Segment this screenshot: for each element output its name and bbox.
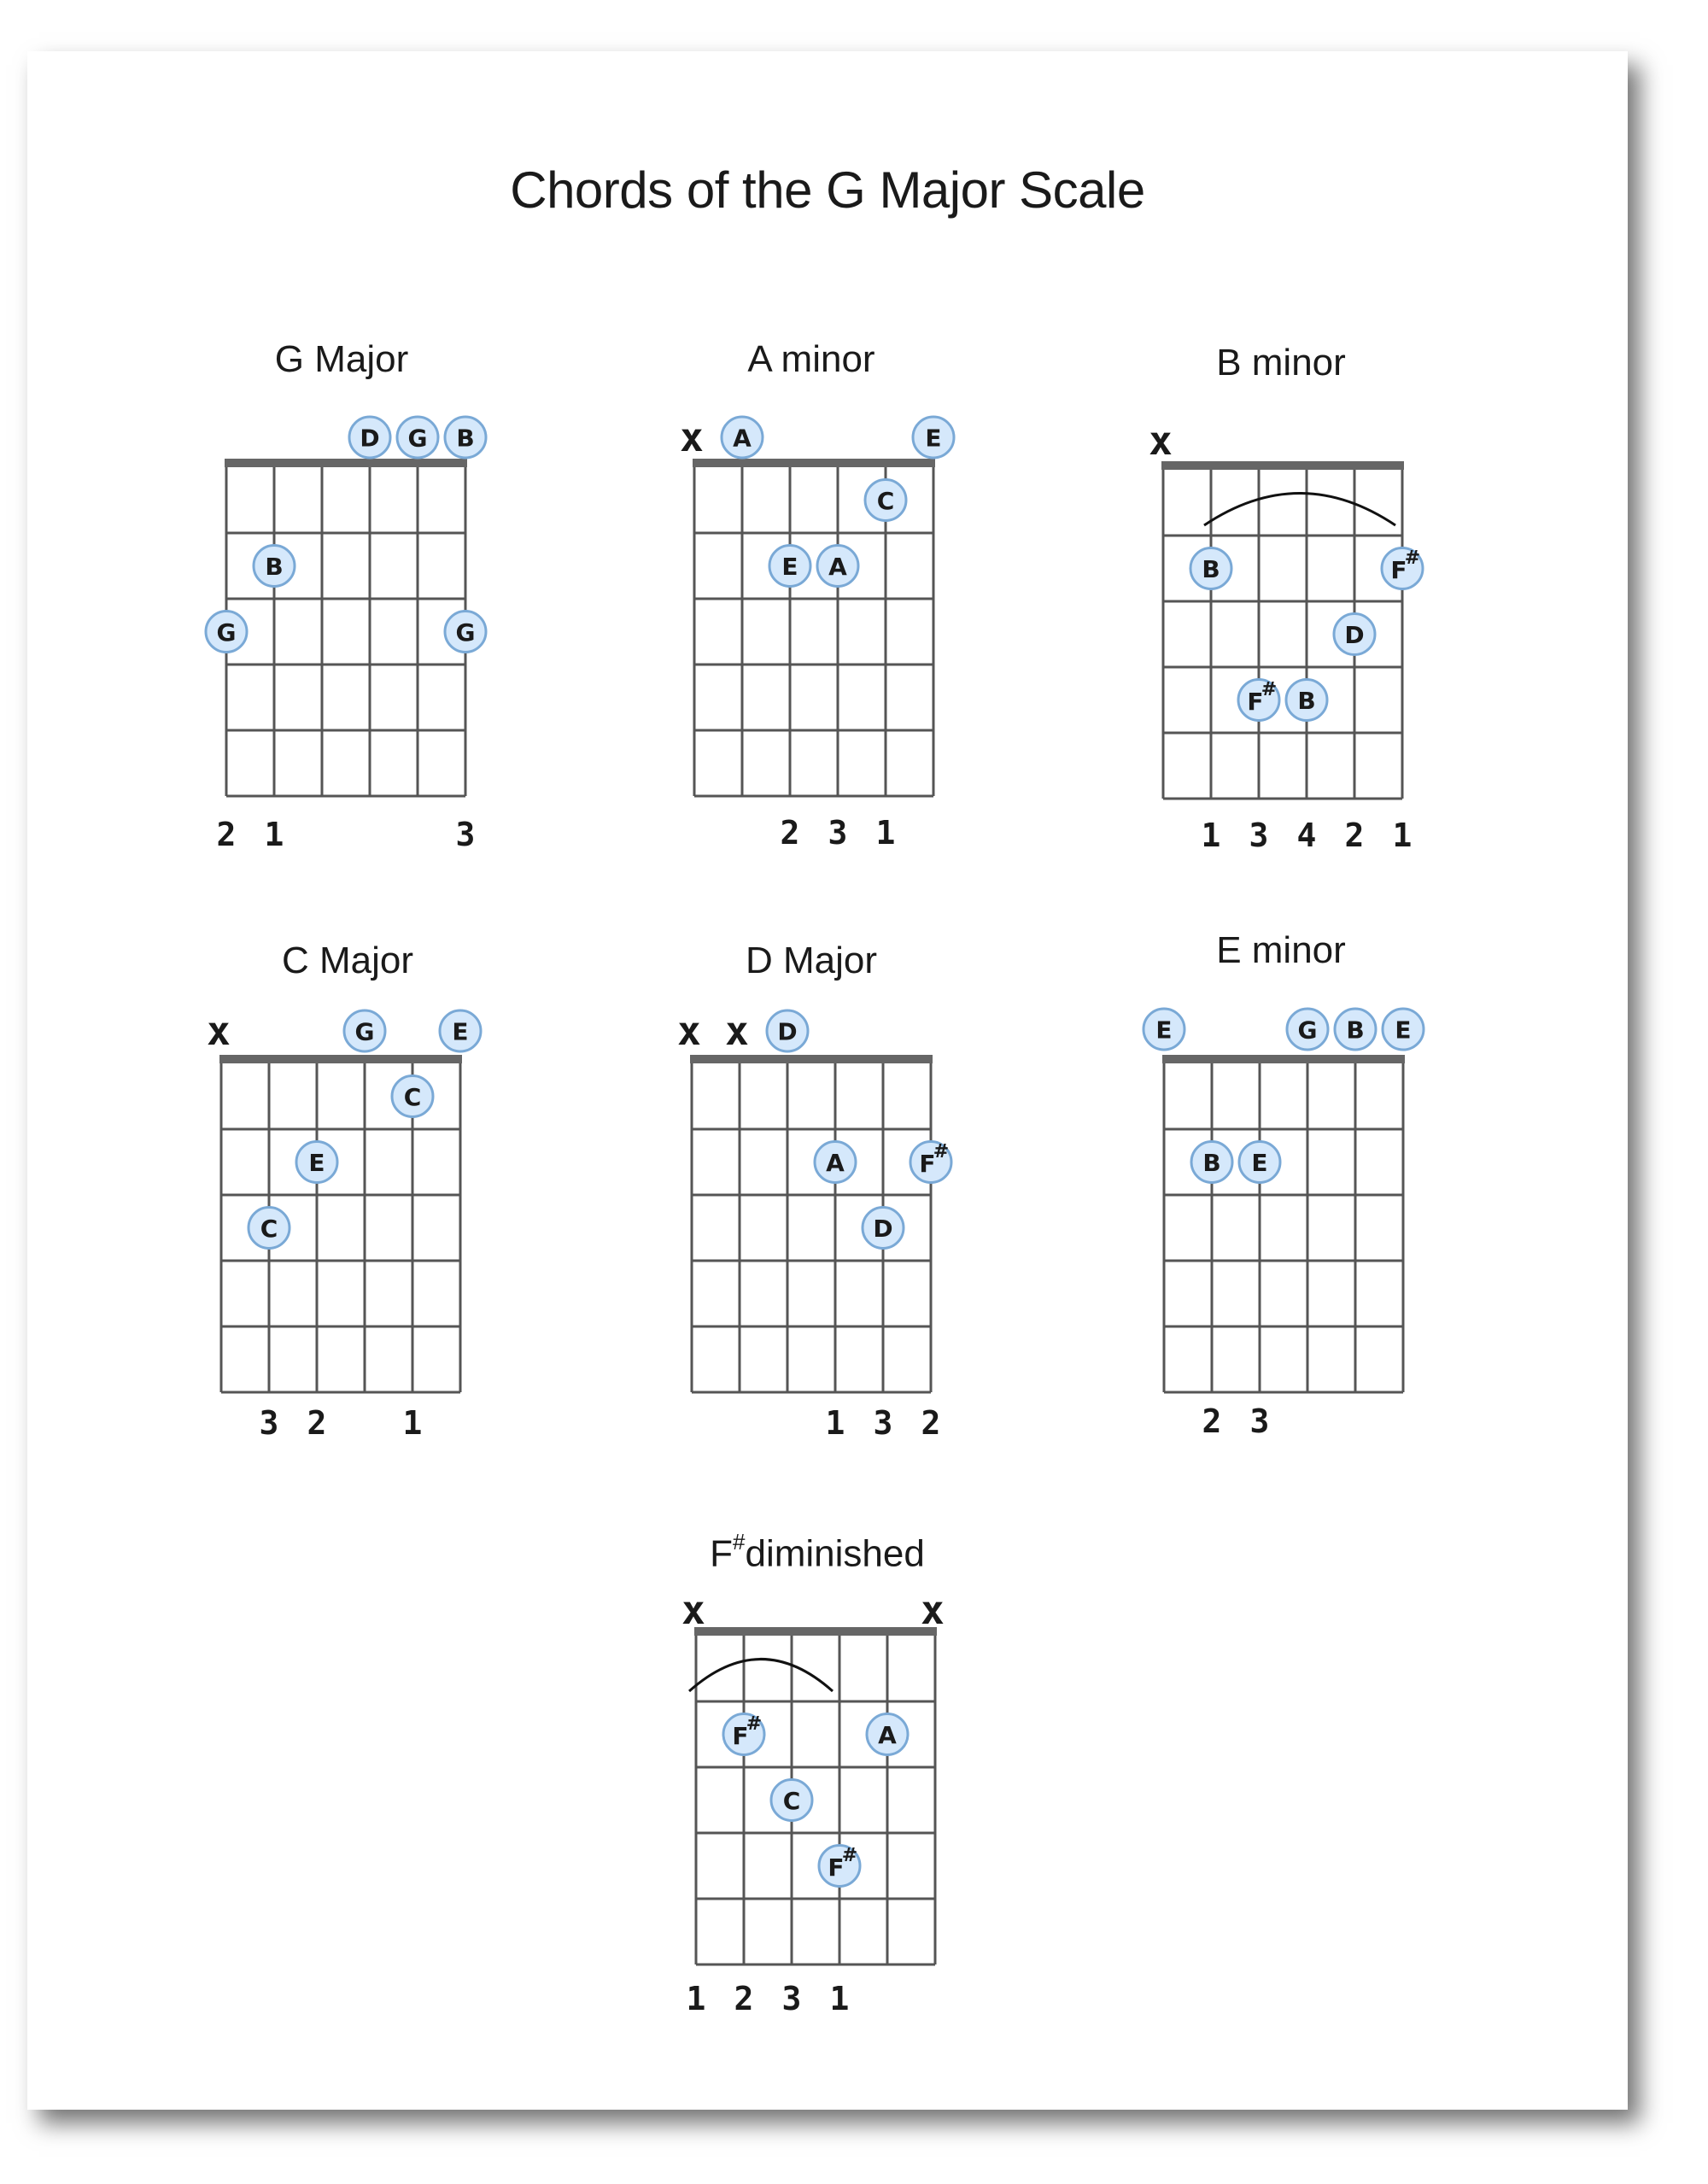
- chord-6-fretted-note-2-label: C: [782, 1787, 801, 1815]
- chord-4-finger-2: 2: [921, 1404, 941, 1442]
- chord-1-muted-0: x: [680, 414, 704, 460]
- chord-2-finger-2: 4: [1296, 817, 1317, 854]
- chord-5-fretted-note-1-label: E: [1251, 1149, 1268, 1177]
- chord-2-fretted-note-1-label: F: [1390, 556, 1407, 584]
- chord-1-fretted-note-2-label: A: [828, 553, 847, 581]
- chord-title-g-major: G Major: [274, 338, 409, 380]
- chord-1-finger-1: 3: [828, 814, 848, 852]
- chord-6-finger-3: 1: [829, 1980, 850, 2017]
- page-title: Chords of the G Major Scale: [510, 161, 1145, 219]
- chord-1-finger-0: 2: [780, 814, 800, 852]
- chord-3-finger-2: 1: [402, 1404, 423, 1442]
- chord-6-nut: [694, 1627, 937, 1636]
- chord-title-a-minor: A minor: [747, 338, 875, 380]
- chord-3-muted-0: x: [207, 1008, 231, 1054]
- chord-4-fretted-note-1-label: F: [919, 1150, 936, 1178]
- chord-2-fretted-note-1-sharp: #: [1404, 547, 1421, 569]
- chord-2-finger-0: 1: [1201, 817, 1221, 854]
- chord-4-nut: [690, 1055, 933, 1063]
- chord-6-fretted-note-0-label: F: [732, 1722, 749, 1750]
- chord-6-fretted-note-3-label: F: [828, 1853, 845, 1882]
- chord-5-fretted-note-0-label: B: [1202, 1149, 1221, 1177]
- chord-6-finger-2: 3: [781, 1980, 802, 2017]
- chord-0-fretted-note-1-label: G: [216, 618, 237, 647]
- chord-1-open-note-1-label: E: [925, 424, 942, 453]
- chord-title-b-minor: B minor: [1216, 342, 1346, 384]
- chord-0-open-note-2-label: B: [456, 424, 475, 453]
- chord-6-muted-0: x: [681, 1587, 705, 1633]
- chord-0-nut: [225, 459, 467, 467]
- chord-0-finger-0: 2: [216, 816, 237, 853]
- chord-1-open-note-0-label: A: [733, 424, 752, 453]
- chord-6-barre-arc: [689, 1660, 833, 1692]
- chord-6-fretted-note-1-label: A: [878, 1721, 897, 1749]
- chord-3-finger-1: 2: [307, 1404, 327, 1442]
- chord-3-nut: [219, 1055, 462, 1063]
- chord-4-muted-1: x: [725, 1008, 749, 1054]
- chord-2-fretted-note-4-label: B: [1297, 687, 1316, 715]
- chord-4-fretted-note-1-sharp: #: [933, 1141, 950, 1162]
- chord-6-fretted-note-3-sharp: #: [841, 1845, 858, 1866]
- chord-5-finger-1: 3: [1249, 1402, 1270, 1440]
- chord-3-fretted-note-2-label: C: [260, 1215, 278, 1243]
- chord-1-finger-2: 1: [875, 814, 896, 852]
- chord-2-fretted-note-2-label: D: [1344, 621, 1365, 649]
- chord-5-open-note-2-label: B: [1346, 1016, 1365, 1045]
- chord-4-fretted-note-2-label: D: [873, 1215, 893, 1243]
- chord-0-finger-1: 1: [264, 816, 284, 853]
- chord-3-fretted-note-1-label: E: [308, 1149, 325, 1177]
- chord-1-nut: [693, 459, 935, 467]
- chord-5-open-note-3-label: E: [1395, 1016, 1412, 1045]
- chord-4-muted-0: x: [677, 1008, 701, 1054]
- chord-0-finger-2: 3: [455, 816, 476, 853]
- chord-title-c-major: C Major: [281, 940, 414, 981]
- chord-0-fretted-note-2-label: G: [455, 618, 476, 647]
- chord-5-open-note-1-label: G: [1297, 1016, 1318, 1045]
- chord-3-open-note-0-label: G: [354, 1017, 375, 1046]
- chord-5-nut: [1162, 1055, 1405, 1063]
- chord-3-open-note-1-label: E: [452, 1017, 469, 1046]
- chord-title-e-minor: E minor: [1216, 929, 1346, 971]
- chord-2-fretted-note-3-label: F: [1247, 688, 1264, 716]
- chord-3-finger-0: 3: [259, 1404, 279, 1442]
- chord-4-finger-1: 3: [873, 1404, 893, 1442]
- chord-title-d-major: D Major: [745, 940, 878, 981]
- chord-2-muted-0: x: [1149, 418, 1173, 464]
- chord-0-open-note-1-label: G: [407, 424, 428, 453]
- chord-6-finger-0: 1: [686, 1980, 706, 2017]
- chord-2-finger-4: 1: [1392, 817, 1413, 854]
- chord-4-finger-0: 1: [825, 1404, 845, 1442]
- chord-1-fretted-note-1-label: E: [781, 553, 798, 581]
- chord-5-finger-0: 2: [1202, 1402, 1222, 1440]
- chord-6-muted-1: x: [921, 1587, 945, 1633]
- chord-0-fretted-note-0-label: B: [265, 553, 284, 581]
- chord-2-fretted-note-3-sharp: #: [1261, 679, 1278, 700]
- chord-0-open-note-0-label: D: [360, 424, 380, 453]
- chord-title-f-sharp-diminished: F#diminished: [710, 1529, 925, 1575]
- chord-1-fretted-note-0-label: C: [876, 487, 895, 515]
- chord-2-finger-3: 2: [1344, 817, 1365, 854]
- chord-5-open-note-0-label: E: [1155, 1016, 1173, 1045]
- chord-6-fretted-note-0-sharp: #: [746, 1713, 763, 1735]
- chord-6-finger-1: 2: [734, 1980, 754, 2017]
- chord-2-barre-arc: [1204, 494, 1395, 526]
- chord-3-fretted-note-0-label: C: [403, 1083, 422, 1111]
- chord-2-finger-1: 3: [1249, 817, 1269, 854]
- chord-2-nut: [1161, 461, 1404, 470]
- chord-2-fretted-note-0-label: B: [1202, 555, 1220, 583]
- chord-4-fretted-note-0-label: A: [826, 1149, 845, 1177]
- chord-4-open-note-0-label: D: [777, 1017, 798, 1046]
